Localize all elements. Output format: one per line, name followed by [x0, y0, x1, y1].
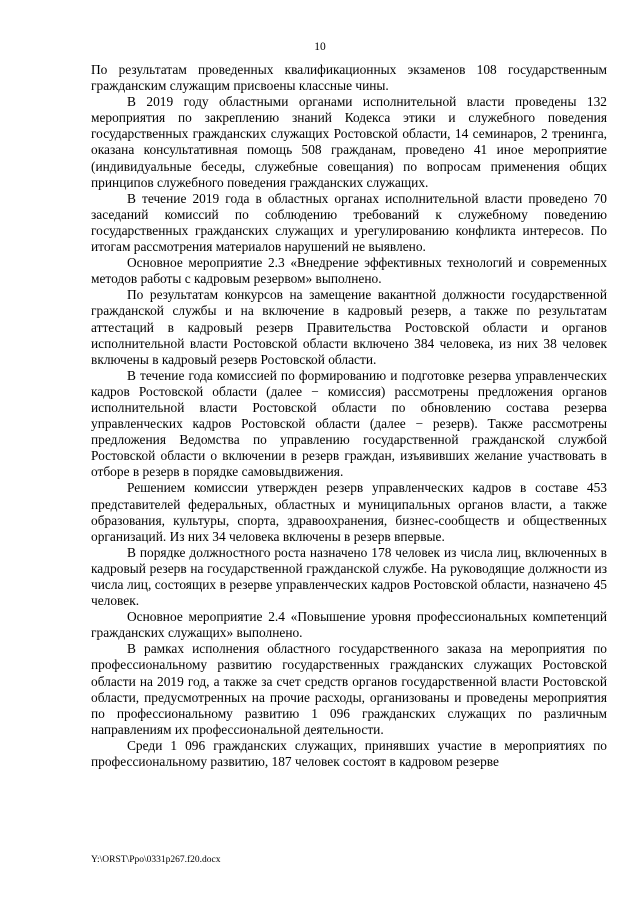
paragraph-promotions: В порядке должностного роста назначено 178 человек из числа лиц, включенных в кадровый резерв на государственной гражданской службе. На руководящие должности из числа лиц, состоящих в резерве управленческих кадров Ростовской области, назначено 45 человек. [91, 544, 607, 609]
paragraph-activity-2-3: Основное мероприятие 2.3 «Внедрение эффективных технологий и современных методов работы с кадровым резервом» выполнено. [91, 255, 607, 287]
paragraph-ethics-events: В 2019 году областными органами исполнительной власти проведены 132 мероприятия по закреплению знаний Кодекса этики и служебного поведения государственных гражданских служащих Ростовской области, 14 семинаров, 2 тренинга, оказана консультативная помощь 508 гражданам, проведено 41 иное мероприятие (индивидуальные беседы, служебные совещания) по вопросам применения общих принципов служебного поведения гражданских служащих. [91, 94, 607, 190]
paragraph-state-order: В рамках исполнения областного государственного заказа на мероприятия по профессиональному развитию государственных гражданских служащих Ростовской области на 2019 год, а также за счет средств органов государственной власти Ростовской области, предусмотренных на прочие расходы, организованы и проведены мероприятия по профессиональному развитию 1 096 гражданских служащих по различным направлениям их профессиональной деятельности. [91, 641, 607, 737]
paragraph-commission-meetings: В течение 2019 года в областных органах исполнительной власти проведено 70 заседаний комиссий по соблюдению требований к служебному поведению государственных гражданских служащих и урегулированию конфликта интересов. По итогам рассмотрения материалов нарушений не выявлено. [91, 190, 607, 255]
paragraph-exam-results: По результатам проведенных квалификационных экзаменов 108 государственным гражданским служащим присвоены классные чины. [91, 62, 607, 94]
paragraph-competition-results: По результатам конкурсов на замещение вакантной должности государственной гражданской службы и на включение в кадровый резерв, а также по результатам аттестаций в кадровый резерв Правительства Ростовской области и органов исполнительной власти Ростовской области включено 384 человека, из них 38 человек включены в кадровый резерв Ростовской области. [91, 287, 607, 367]
page-number: 10 [314, 41, 326, 53]
document-body [91, 62, 607, 770]
paragraph-activity-2-4: Основное мероприятие 2.4 «Повышение уровня профессиональных компетенций гражданских служащих» выполнено. [91, 609, 607, 641]
paragraph-reserve-approved: Решением комиссии утвержден резерв управленческих кадров в составе 453 представителей федеральных, областных и муниципальных органов власти, а также образования, культуры, спорта, здравоохранения, бизнес-сообществ и общественных организаций. Из них 34 человека включены в резерв впервые. [91, 480, 607, 544]
footer-file-path: Y:\ORST\Ppo\0331p267.f20.docx [91, 855, 221, 865]
paragraph-reserve-commission: В течение года комиссией по формированию и подготовке резерва управленческих кадров Ростовской области (далее − комиссия) рассмотрены предложения органов исполнительной власти Ростовской области по обновлению состава резерва управленческих кадров Ростовской области (далее − резерв). Также рассмотрены предложения Ведомства по управлению государственной гражданской службой Ростовской области о включении в резерв граждан, изъявивших желание участвовать в отборе в резерв в порядке самовыдвижения. [91, 367, 607, 480]
paragraph-participants: Среди 1 096 гражданских служащих, принявших участие в мероприятиях по профессиональному развитию, 187 человек состоят в кадровом резерве [91, 737, 607, 770]
